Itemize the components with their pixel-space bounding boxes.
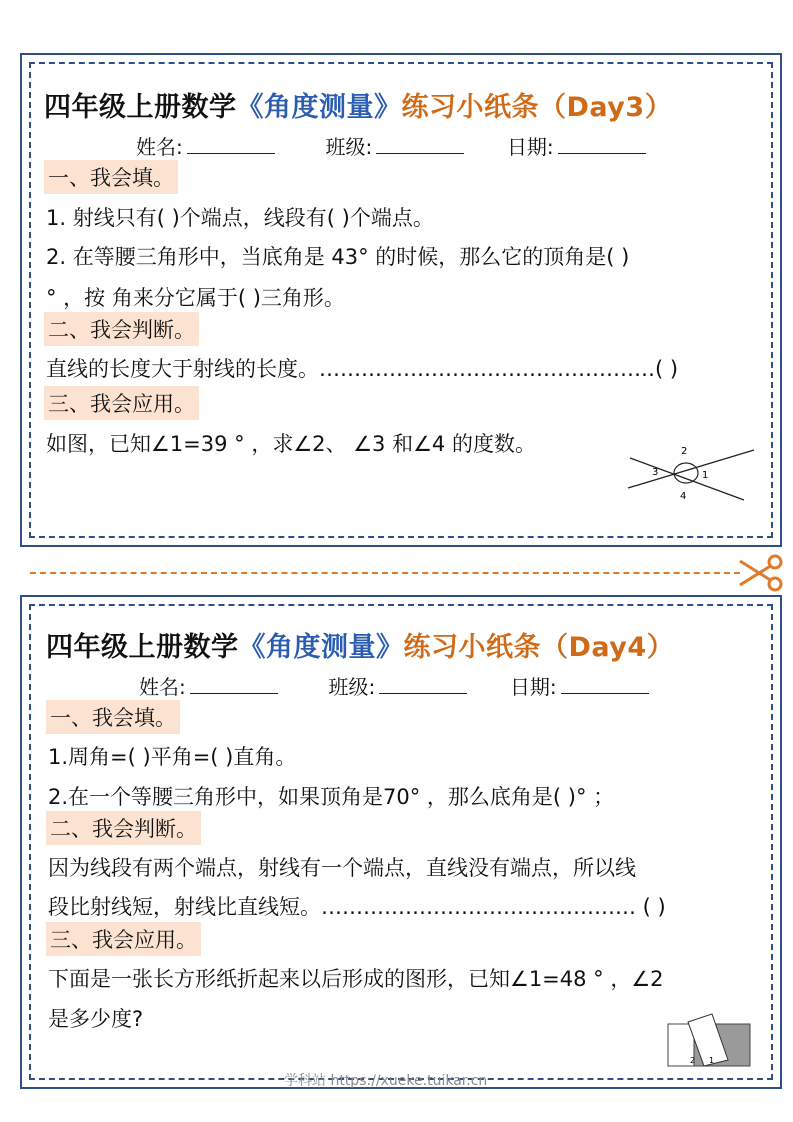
section-fill-in: 一、我会填。 — [46, 700, 180, 734]
judge-statement-line-2: 段比射线短，射线比直线短。……………………………………… ( ) — [48, 895, 666, 919]
date-blank[interactable] — [561, 675, 649, 694]
name-label: 姓名: — [139, 675, 186, 699]
question-2: 2.在一个等腰三角形中，如果顶角是70° ，那么底角是( )° ； — [48, 785, 615, 809]
angle-label-1: 1 — [709, 1056, 715, 1065]
judge-statement-line-1: 因为线段有两个端点，射线有一个端点，直线没有端点，所以线 — [48, 856, 636, 880]
class-label: 班级: — [328, 675, 376, 699]
angle-label-1: 1 — [702, 470, 709, 481]
question-2-line-2: ° ，按 角来分它属于( )三角形。 — [46, 286, 345, 310]
question-2-line-1: 2. 在等腰三角形中，当底角是 43° 的时候，那么它的顶角是( ) — [46, 245, 630, 269]
worksheet-card-day3 — [20, 53, 782, 547]
title-practice-day: 练习小纸条（Day4） — [403, 632, 675, 663]
folded-paper-figure — [666, 1012, 754, 1070]
title-grade: 四年级上册数学 — [44, 92, 237, 123]
title-practice-day: 练习小纸条（Day3） — [401, 92, 673, 123]
name-blank[interactable] — [187, 135, 275, 154]
section-fill-in: 一、我会填。 — [44, 160, 178, 194]
class-blank[interactable] — [379, 675, 467, 694]
apply-question-line-2: 是多少度? — [48, 1007, 144, 1031]
title-grade: 四年级上册数学 — [46, 632, 239, 663]
title-topic: 《角度测量》 — [238, 632, 404, 663]
apply-question: 如图，已知∠1=39 ° ，求∠2、 ∠3 和∠4 的度数。 — [46, 432, 536, 456]
angle-label-3: 3 — [652, 467, 659, 478]
date-blank[interactable] — [558, 135, 646, 154]
question-1: 1.周角=( )平角=( )直角。 — [48, 745, 297, 769]
angle-label-2: 2 — [690, 1056, 696, 1065]
section-apply: 三、我会应用。 — [44, 386, 199, 420]
class-blank[interactable] — [376, 135, 464, 154]
section-judge: 二、我会判断。 — [46, 811, 201, 845]
student-info-row — [136, 131, 646, 160]
question-1: 1. 射线只有( )个端点，线段有( )个端点。 — [46, 206, 434, 230]
angle-label-2: 2 — [681, 446, 688, 457]
footer-watermark: 学科站 https://xueke.tuikar.cn — [284, 1073, 488, 1089]
section-judge: 二、我会判断。 — [44, 312, 199, 346]
title-topic: 《角度测量》 — [236, 92, 402, 123]
card-title — [44, 85, 672, 124]
class-label: 班级: — [325, 135, 373, 159]
intersecting-lines-figure — [622, 440, 762, 505]
angle-label-4: 4 — [680, 491, 687, 502]
line-b — [630, 458, 744, 500]
apply-question-line-1: 下面是一张长方形纸折起来以后形成的图形，已知∠1=48 ° ，∠2 — [48, 967, 664, 991]
cut-line — [30, 572, 740, 574]
date-label: 日期: — [509, 675, 557, 699]
date-label: 日期: — [506, 135, 554, 159]
judge-statement: 直线的长度大于射线的长度。…………………………………………( ) — [46, 357, 679, 381]
student-info-row — [139, 671, 649, 700]
scissors-icon — [736, 553, 784, 593]
card-title — [46, 625, 674, 664]
name-label: 姓名: — [136, 135, 183, 159]
worksheet-card-day4 — [20, 595, 782, 1089]
name-blank[interactable] — [190, 675, 278, 694]
section-apply: 三、我会应用。 — [46, 922, 201, 956]
